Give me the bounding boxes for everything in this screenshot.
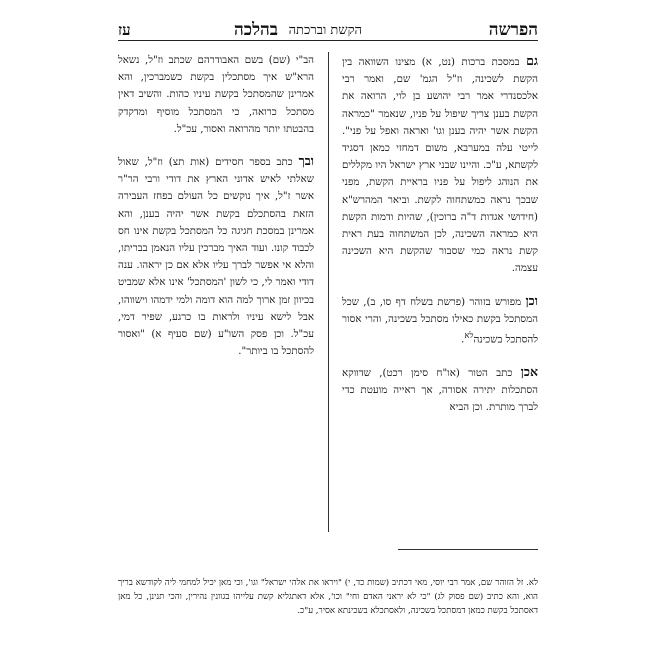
paragraph: וכן מפורש בזוהר (פרשת בשלח דף סו, ב), שכל המסתכל בקשת כאילו מסתכל בשכינה, והרי אסור להסתכל בשכינה$^{לא}$. <box>342 292 538 346</box>
footnotes <box>118 576 538 636</box>
paragraph-lead-word: גם <box>526 53 538 68</box>
paragraph <box>342 363 538 417</box>
footnote-reference: לא <box>464 331 474 342</box>
column-divider <box>328 52 329 532</box>
paragraph <box>118 52 314 138</box>
right-column <box>342 52 538 542</box>
footnote-rule <box>398 549 538 550</box>
paragraph-text: הב"י (שם) בשם האבודרהם שכתב וז"ל, נשאל הרא"ש איך מסתכלין בקשת כשמברכין, והא אמרינן שהמסתכל בקשת עיניו כהות. והשיב דאין מסתכל כרואה, כי המסתכל מוסיף ומדקדק בהבטתו יותר מהרואה ואסור, עכ"ל. <box>118 55 314 135</box>
paragraph <box>342 52 538 278</box>
paragraph-text: כתב הטור (או"ח סימן רכט), שדווקא הסתכלות יתירה אסורה, אך ראייה מועטת כדי לברך מותרת. וכן הביא <box>342 367 538 414</box>
header-topic: הקשת וברכתה <box>288 23 362 38</box>
paragraph-text: מפורש בזוהר (פרשת בשלח דף סו, ב), שכל המסתכל בקשת כאילו מסתכל בשכינה, והרי אסור להסתכל בשכינה <box>342 296 538 346</box>
paragraph-lead-word: וכן <box>525 292 538 308</box>
header-section: בהלכה <box>233 20 278 40</box>
header-rule <box>118 40 538 41</box>
paragraph-lead-word: ובך <box>298 153 314 169</box>
left-column <box>118 52 314 542</box>
paragraph <box>118 152 314 360</box>
header-parasha: הפרשה <box>488 20 538 40</box>
footnote-text: לא. זל הזוהר שם, אמר רבי יוסי, מאי דכתיב (שמות כד, י) "ויראו את אלהי ישראל" וגו', וכי מאן יכיל למחמי ליה לקודשא בריך הוא, והא כתיב (שם פסוק לג) "כי לא יראני האדם וחי" וכו', אלא דאתגליא קשת עלייהו בגוונין נהירין, והכי תנינן, כל מאן דאסתכל בקשת כמאן דמסתכל בשכינה, ולאסתכלא בשכינתא אסיר, ע"כ. <box>118 578 538 617</box>
page-number: עז <box>118 21 131 39</box>
paragraph-lead-word: אכן <box>520 363 538 379</box>
paragraph-text: כתב בספר חסידים (אות תצ) וז"ל, שאול שאלתי לאיש אדוני הארץ את דודי ורבי הר"ר אשר ז"ל, איך נוקשים כל העולם בפחז העבירה הזאת בהסתכלם בקשת אשר יהיה בענן, והא אמרינן במסכת חגיגה כל המסתכל בקשת אינו חס לכבוד קונו. ועוד האיך מברכין עליו הנאמן בבריתו, והלא אי אפשר לברך עליו אלא אם כן יראהו. ענה דודי ואמר לי, כי לשון 'המסתכל' אינו אלא שמביט בכיוון זמן ארוך למה הוא דומה ולמי ידמהו וישווהו, אבל לישא עיניו ולראות בו כרגע, שפיר דמי, עכ"ל. וכן פסק השו"ע (שם סעיף א) "ואסור להסתכל בו ביותר". <box>118 157 314 358</box>
paragraph-text: במסכת ברכות (נט, א) מצינו השוואה בין הקשת לשכינה, וז"ל הגמ' שם, ואמר רבי אלכסנדרי אמר רבי יהושע בן לוי, הרואה את הקשת בענן צריך שיפול על פניו, שנאמר "כמראה הקשת אשר יהיה בענן וגו' ואראה ואפל על פני". לייטי עלה במערבא, משום דמחזי כמאן דסגיד לקשתא, ע"כ. והיינו שבני ארץ ישראל היו מקללים את הנוהג ליפול על פניו בראיית הקשת, מפני שבכך נראה כמשתחוה לקשת. וביאר המהרש"א (חידושי אגדות ד"ה ברוכין), שהיות ודמות הקשת היא כמראה השכינה, לכן המשתחוה בעת ראית קשת נראה כמי שסבור שהקשת היא השכינה עצמה. <box>342 57 538 275</box>
